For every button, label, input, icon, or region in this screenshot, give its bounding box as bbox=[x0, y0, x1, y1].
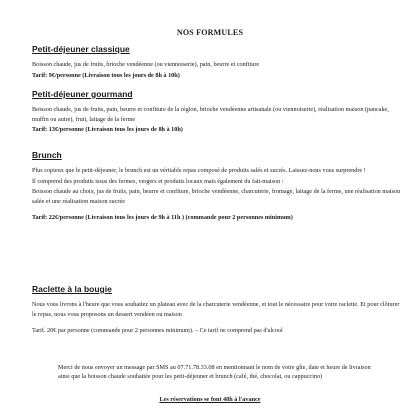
section-description: Boisson chaude, jus de fruits, brioche vendéenne (ou viennoiserie), pain, beurre et confiture bbox=[32, 61, 260, 68]
section-description: Plus copieux que le petit-déjeuner, le brunch est un véritable repas composé de produits salés et sucrés. Laissez-nous vous surprendre ! bbox=[32, 167, 366, 174]
section-tarif: Tarif. 20€ par personne (commande pour 2 personnes minimum). – Ce tarif ne comprend pas d'alcool bbox=[32, 327, 283, 334]
section-description: Il comprend des produits issus des fermes, vergers et produits locaux mais également du fait-maison : bbox=[32, 177, 284, 185]
section-description: Nous vous livrons à l'heure que vous souhaitez un plateau avec de la charcuterie vendéenne, et tout le nécessaire pour votre raclette. Et pour clôturer le repas, nous vous proposons un dessert vendéen ou maison bbox=[32, 301, 400, 318]
section-tarif: Tarif: 13€/personne (Livraison tous les jours de 8h à 10h) bbox=[32, 126, 183, 133]
section-heading: Petit-déjeuner classique bbox=[32, 44, 130, 54]
section-heading: Raclette à la bougie bbox=[32, 284, 112, 294]
section-description: Boisson chaude au choix, jus de fruits, pain, beurre et confiture, brioche vendéenne, charcuterie, fromage, laitage de la ferme, une réalisation maison salée et une réalisation maison sucrée bbox=[32, 188, 401, 205]
section-tarif: Tarif: 9€/personne (Livraison tous les jours de 8h à 10h) bbox=[32, 71, 180, 79]
section-description: Boisson chaude, jus de fruits, pain, beurre et confiture de la région, brioche vendéenne artisanale (ou viennoiserie), réalisation maison (pancake, muffin ou autre), fruit, laitage de la ferme bbox=[32, 106, 389, 123]
section-heading: Petit-déjeuner gourmand bbox=[32, 89, 133, 99]
page-title: NOS FORMULES bbox=[176, 28, 244, 37]
section-petit-dejeuner-classique bbox=[32, 44, 404, 80]
section-heading: Brunch bbox=[32, 150, 62, 160]
section-petit-dejeuner-gourmand bbox=[32, 89, 404, 135]
section-brunch bbox=[32, 150, 404, 223]
section-tarif: Tarif: 22€/personne (Livraison tous les jours de 9h à 11h ) (commande pour 2 personnes minimum) bbox=[32, 214, 293, 221]
contact-instructions: Merci de nous envoyer un message par SMS au 07.71.78.33.08 en mentionnant le nom de votre gîte, date et heure de livraison ainsi que la boisson chaude souhaitée pour les petit-déjeuner et brunch (café, thé, chocolat, ou cappuccino) bbox=[58, 364, 371, 380]
reservation-notice: Les réservations se font 48h à l'avance bbox=[159, 396, 261, 403]
section-raclette bbox=[32, 284, 404, 336]
